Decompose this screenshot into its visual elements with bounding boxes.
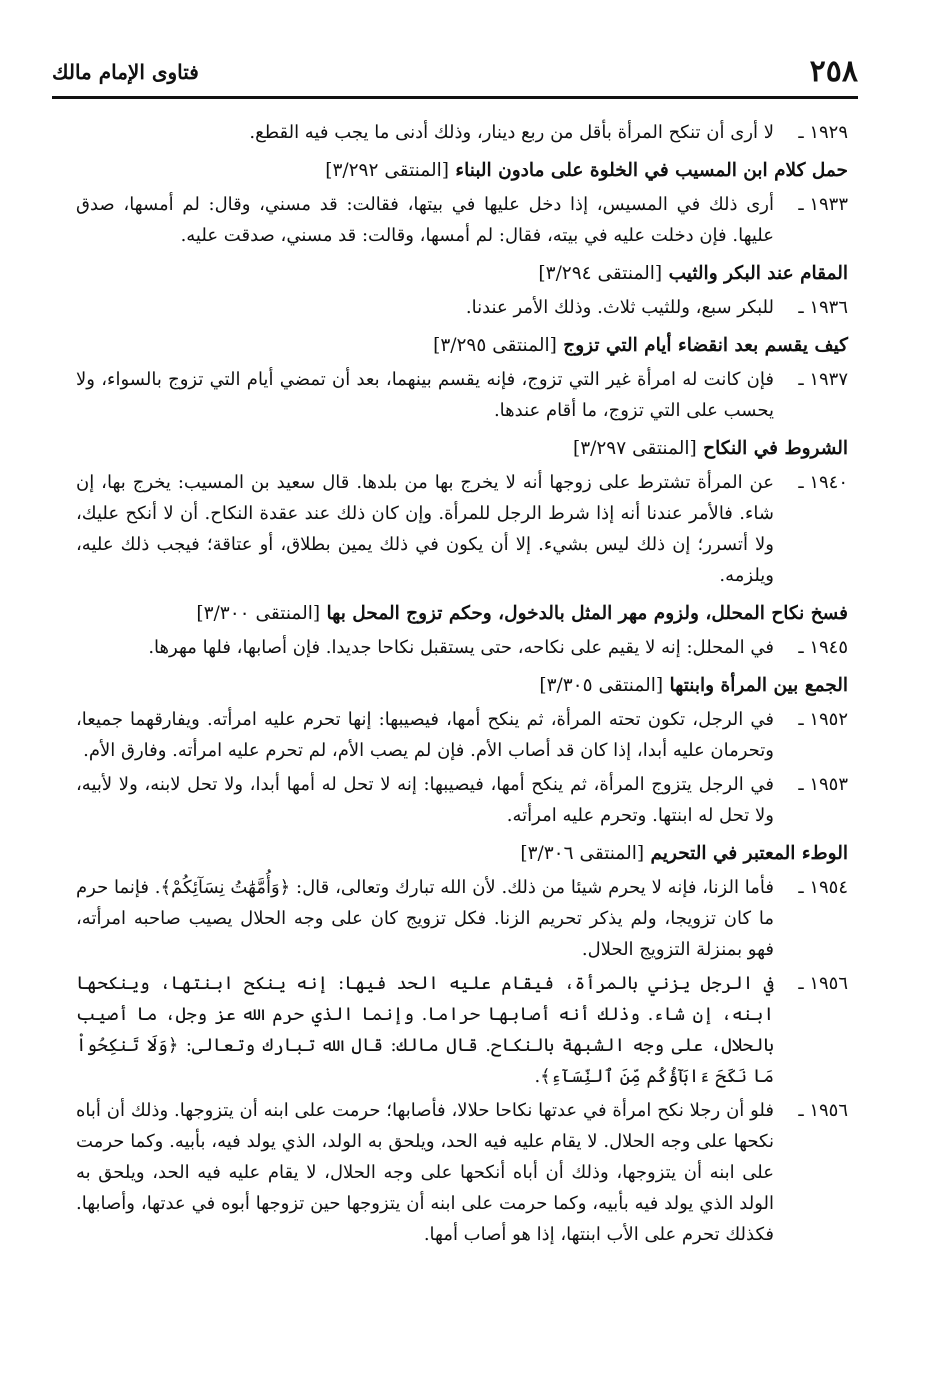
entry-paragraph: عن المرأة تشترط على زوجها أنه لا يخرج بها من بلدها. قال سعيد بن المسيب: يخرج بها، إن شاء. فالأمر عندنا أنه إذا شرط الرجل للمرأة. وإن كان ذلك عند عقدة النكاح. أن لا أنكح عليك، ولا أتسرر؛ إن ذلك ليس بشيء. إلا أن يكون في ذلك يمين بطلاق، أو عتاقة؛ فيجب ذلك عليه، ويلزمه. xyxy=(76,472,774,586)
entry-number: ١٩٢٩ ـ xyxy=(798,122,848,143)
fatwa-entry xyxy=(76,632,848,663)
section xyxy=(76,259,848,323)
page-body xyxy=(76,114,848,1250)
entry-text xyxy=(76,968,774,1092)
entry-number: ١٩٤٠ ـ xyxy=(798,472,848,493)
section-heading xyxy=(76,434,848,464)
heading-title: الجمع بين المرأة وابنتها xyxy=(669,675,848,696)
heading-reference: [المنتقى ٣/٣٠٦] xyxy=(520,843,645,864)
heading-reference: [المنتقى ٣/٣٠٥] xyxy=(539,675,664,696)
entry-number: ١٩٥٦ ـ xyxy=(798,1100,848,1121)
fatwa-entry xyxy=(76,1095,848,1250)
entry-paragraph: أرى ذلك في المسيس، إذا دخل عليها في بيتها، فقالت: قد مسني، وقال: لم أمسها، صدق عليها. فإن دخلت عليه في بيته، فقال: لم أمسها، وقالت: قد مسني، صدقت عليه. xyxy=(76,194,774,246)
entry-number: ١٩٥٢ ـ xyxy=(798,709,848,730)
section-heading xyxy=(76,839,848,869)
entry-text xyxy=(76,704,774,766)
header-rule xyxy=(52,96,858,99)
heading-reference: [المنتقى ٣/٢٩٤] xyxy=(538,263,663,284)
entry-text xyxy=(76,1095,774,1250)
section xyxy=(76,839,848,1250)
fatwa-entry xyxy=(76,189,848,251)
entry-text xyxy=(76,117,774,148)
section xyxy=(76,434,848,591)
section-heading xyxy=(76,671,848,701)
entry-text xyxy=(76,769,774,831)
entry-paragraph: في الرجل يزني بالمرأة، فيقام عليه الحد فيها: إنه ينكح ابنتها، وينكحها ابنه، إن شاء. وذلك أنه أصابها حراما. وإنما الذي حرم الله عز وجل، ما أصيب بالحلال، على وجه الشبهة بالنكاح. قال مالك: قال الله تبارك وتعالى: ﴿وَلَا تَنكِحُواْ مَا نَكَحَ ءَابَآؤُكُم مِّنَ ٱلنِّسَآءِ﴾. xyxy=(76,973,774,1087)
entry-number: ١٩٤٥ ـ xyxy=(798,637,848,658)
heading-title: الوطء المعتبر في التحريم xyxy=(650,843,848,864)
entry-number: ١٩٣٧ ـ xyxy=(798,369,848,390)
entry-paragraph: فلو أن رجلا نكح امرأة في عدتها نكاحا حلالا، فأصابها؛ حرمت على ابنه أن يتزوجها. وذلك أن أباه نكحها على وجه الحلال. لا يقام عليه فيه الحد، ويلحق به الولد، الذي يولد فيه، بأبيه. وكما حرمت على ابنه أن يتزوجها، وذلك أن أباه أنكحها على وجه الحلال، لا يقام عليه فيه الحد، ويلحق به الولد الذي يولد فيه بأبيه، وكما حرمت على ابنه أن يتزوجها حين تزوجها أبوه في عدتها، وأصابها. فكذلك تحرم على الأب ابنتها، إذا هو أصاب أمها. xyxy=(76,1100,774,1245)
section-heading xyxy=(76,331,848,361)
fatwa-entry xyxy=(76,769,848,831)
entry-paragraph: للبكر سبع، وللثيب ثلاث. وذلك الأمر عندنا. xyxy=(465,297,774,318)
page-header xyxy=(52,46,858,90)
book-title: فتاوى الإمام مالك xyxy=(52,60,199,84)
section xyxy=(76,671,848,831)
section-heading xyxy=(76,259,848,289)
entry-text xyxy=(76,632,774,663)
entry-text xyxy=(76,189,774,251)
heading-reference: [المنتقى ٣/٢٩٥] xyxy=(433,335,557,356)
section xyxy=(76,156,848,251)
heading-reference: [المنتقى ٣/٣٠٠] xyxy=(196,603,321,624)
heading-title: حمل كلام ابن المسيب في الخلوة على مادون البناء xyxy=(455,160,848,181)
heading-title: المقام عند البكر والثيب xyxy=(668,263,848,284)
fatwa-entry xyxy=(76,704,848,766)
entry-text xyxy=(76,467,774,591)
section-heading xyxy=(76,599,848,629)
section xyxy=(76,599,848,663)
heading-reference: [المنتقى ٣/٢٩٧] xyxy=(572,438,697,459)
entry-number: ١٩٥٤ ـ xyxy=(798,877,848,898)
entry-paragraph: فأما الزنا، فإنه لا يحرم شيئا من ذلك. لأن الله تبارك وتعالى، قال: ﴿وَأُمَّهَٰتُ نِسَآئِكُمْ﴾. فإنما حرم ما كان تزويجا، ولم يذكر تحريم الزنا. فكل تزويج كان على وجه الحلال يصيب صاحبه امرأته، فهو بمنزلة التزويج الحلال. xyxy=(76,877,774,960)
section xyxy=(76,331,848,426)
entry-paragraph: لا أرى أن تنكح المرأة بأقل من ربع دينار، وذلك أدنى ما يجب فيه القطع. xyxy=(249,122,774,143)
section-heading xyxy=(76,156,848,186)
fatwa-entry xyxy=(76,292,848,323)
fatwa-entry xyxy=(76,968,848,1092)
section xyxy=(76,117,848,148)
entry-paragraph: في الرجل يتزوج المرأة، ثم ينكح أمها، فيصيبها: إنه لا تحل له أمها أبدا، ولا تحل لابنه، ولا لأبيه، ولا تحل له ابنتها. وتحرم عليه امرأته. xyxy=(76,774,774,826)
entry-number: ١٩٥٦ ـ xyxy=(798,973,848,994)
fatwa-entry xyxy=(76,364,848,426)
heading-title: كيف يقسم بعد انقضاء أيام التي تزوج xyxy=(563,335,848,356)
fatwa-entry xyxy=(76,117,848,148)
fatwa-entry xyxy=(76,872,848,965)
entry-paragraph: فإن كانت له امرأة غير التي تزوج، فإنه يقسم بينهما، بعد أن تمضي أيام التي تزوج بالسواء، ولا يحسب على التي تزوج، ما أقام عندها. xyxy=(76,369,774,421)
heading-title: فسخ نكاح المحلل، ولزوم مهر المثل بالدخول، وحكم تزوج المحل بها xyxy=(326,603,848,624)
heading-reference: [المنتقى ٣/٢٩٢] xyxy=(325,160,449,181)
entry-text xyxy=(76,364,774,426)
entry-paragraph: في المحلل: إنه لا يقيم على نكاحه، حتى يستقبل نكاحا جديدا. فإن أصابها، فلها مهرها. xyxy=(148,637,774,658)
entry-number: ١٩٣٦ ـ xyxy=(798,297,848,318)
fatwa-entry xyxy=(76,467,848,591)
entry-number: ١٩٣٣ ـ xyxy=(798,194,848,215)
entry-paragraph: في الرجل، تكون تحته المرأة، ثم ينكح أمها، فيصيبها: إنها تحرم عليه امرأته. ويفارقهما جميعا، وتحرمان عليه أبدا، إذا كان قد أصاب الأم. فإن لم يصب الأم، لم تحرم عليه امرأته. وفارق الأم. xyxy=(76,709,774,761)
entry-text xyxy=(76,292,774,323)
entry-text xyxy=(76,872,774,965)
page-number: ٢٥٨ xyxy=(809,54,858,89)
heading-title: الشروط في النكاح xyxy=(703,438,848,459)
entry-number: ١٩٥٣ ـ xyxy=(798,774,848,795)
